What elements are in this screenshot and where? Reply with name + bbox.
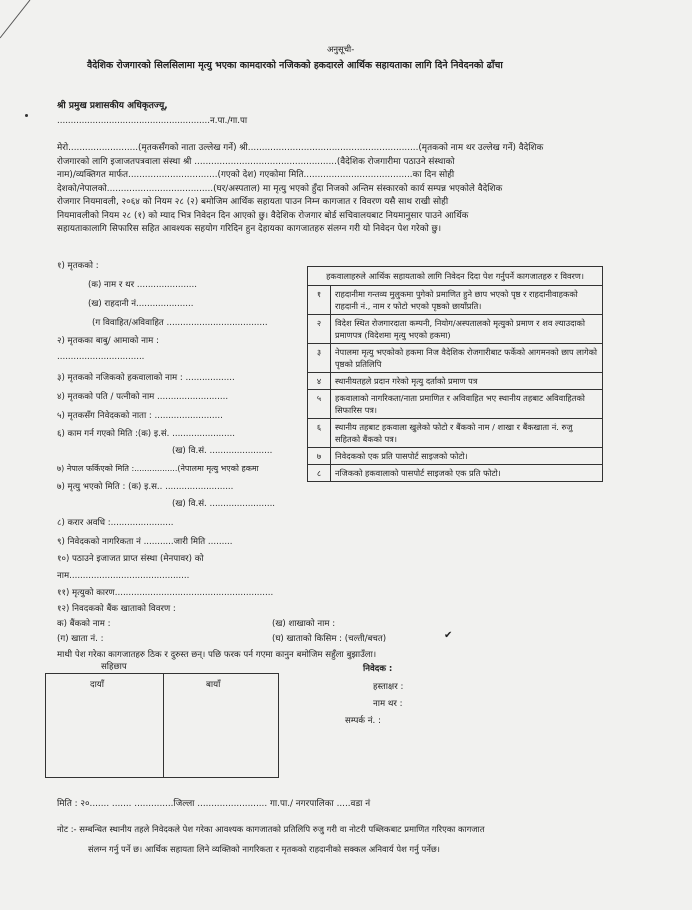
item-return-date: ७) नेपाल फर्किएको मिति :.................(नेपालमा मृत्यु भएको हकमा	[57, 464, 259, 473]
item-parents-name: २) मृतकका बाबु/ आमाको नाम :	[57, 336, 159, 346]
row-number: १	[308, 286, 331, 315]
item-contract-period: ८) करार अवधि :.......................	[57, 518, 174, 528]
row-text: राहदानीमा गन्तव्य मुलुकमा पुगेको प्रमाणित हुने छाप भएको पृष्ठ र राहदानीवाहकको राहदानी नं., नाम र फोटो भएको पृष्ठको छायाँप्रति।	[331, 286, 603, 315]
item-name: (क) नाम र थर ......................	[88, 280, 197, 290]
item-marital-status: (ग विवाहित/अविवाहित .....................................	[92, 318, 268, 328]
row-number: २	[308, 315, 331, 344]
thumbprint-box	[45, 673, 279, 778]
item-passport: (ख) राहदानी नं.....................	[88, 299, 194, 309]
bank-name: क) बैंकको नाम :	[57, 619, 111, 629]
item-relation: ५) मृतकसँग निवेदकको नाता : .........................	[57, 411, 223, 421]
item-agency-name: नाम............................................	[57, 571, 190, 581]
item-spouse-name: ४) मृतकको पति / पत्नीको नाम ..........................	[57, 392, 229, 402]
page-corner-mark	[0, 0, 40, 40]
row-number: ५	[308, 390, 331, 419]
left-thumb-label: बायाँ	[206, 680, 221, 690]
item-manpower-agency: १०) पठाउने इजाजत प्राप्त संस्था (मेनपावर) को	[57, 554, 204, 564]
row-number: ३	[308, 344, 331, 373]
table-row	[308, 286, 603, 315]
table-row	[308, 390, 603, 419]
row-text: नेपालमा मृत्यु भएकोको हकमा निज वैदेशिक रोजगारीबाट फर्केको आगमनको छाप लागेको पृष्ठको प्रतिलिपि	[331, 344, 603, 373]
body-line: रोजगारको लागि इजाजतपत्रवाला संस्था श्री ...................................................(वैदेशिक रोजगारीमा पठाउने संस्थाको	[57, 156, 455, 167]
item-death-date-ad: ७) मृत्यु भएको मिति : (क) इ.स.. .........................	[57, 482, 234, 492]
body-line: नियमावलीको नियम २८ (१) को म्याद भित्र निवेदन दिन आएको छु। वैदेशिक रोजगार बोर्ड सचिवालयबाट नियमानुसार पाउने आर्थिक	[57, 210, 469, 221]
row-text: स्थानीयतहले प्रदान गरेको मृत्यु दर्ताको प्रमाण पत्र	[331, 373, 603, 390]
row-number: ४	[308, 373, 331, 390]
body-line: मेरो.........................(मृतकसँगको नाता उल्लेख गर्ने) श्री.............................................................(मृतकको नाम थर उल्लेख गर्ने) वैदेशिक	[57, 143, 544, 153]
date-location-line: मिति : २०....... ....... ..............जिल्ला ......................... गा.पा./ नगरपालिका .....वडा नं	[57, 799, 371, 809]
body-line: सहायताकालागि सिफारिस सहित आवश्यक सहयोग गरिदिन हुन देहायका कागजातहरु संलग्न गरी यो निवेदन पेश गरेको छु।	[57, 224, 442, 234]
note-line-1: नोट :- सम्बन्धित स्थानीय तहले निवेदकले पेश गरेका आवश्यक कागजातको प्रतिलिपि रुजु गरी वा नोटरी पब्लिकबाट प्रमाणित गरिएका कागजात	[57, 824, 485, 834]
table-header: हकवालाहरुले आर्थिक सहायताको लागि निवेदन दिदा पेश गर्नुपर्ने कागजातहरु र विवरण।	[308, 267, 603, 286]
table-row	[308, 465, 603, 482]
bank-account-number: (ग) खाता नं. :	[57, 634, 104, 644]
bank-branch: (ख) शाखाको नाम :	[272, 619, 336, 629]
applicant-name: नाम थर :	[373, 699, 403, 709]
applicant-contact: सम्पर्क नं. :	[345, 716, 381, 726]
row-text: विदेश स्थित रोजगारदाता कम्पनी, नियोग/अस्पतालको मृत्युको प्रमाण र शव ल्याउदाको प्रमाणपत्र (विदेशमा मृत्यु भएको हकमा)	[331, 315, 603, 344]
item-heir-name: ३) मृतकको नजिकको हकवालाको नाम : ..................	[57, 373, 235, 383]
ink-mark: ✔	[444, 630, 453, 641]
row-text: नजिकको हकवालाको पासपोर्ट साइजको एक प्रति फोटो।	[331, 465, 603, 482]
table-row	[308, 419, 603, 448]
addressee-municipality: ........................................................न.पा./गा.पा	[57, 116, 248, 126]
body-line: रोजगार नियमावली, २०६४ को नियम २८ (२) बमोजिम आर्थिक सहायता पाउन निम्न कागजात र विवरण यसै साथ राखी सोही	[57, 197, 449, 207]
addressee-title: श्री प्रमुख प्रशासकीय अधिकृतज्यू,	[57, 101, 168, 111]
table-row	[308, 448, 603, 465]
item-departure-date-bs: (ख) वि.सं. .......................	[172, 446, 273, 456]
right-thumb-label: दायाँ	[90, 680, 104, 690]
thumbprint-caption: सहिछाप	[101, 662, 127, 672]
body-paragraph	[57, 142, 613, 237]
row-text: हकवालाको नागरिकता/नाता प्रमाणित र अविवाहित भए स्थानीय तहबाट अविवाहितको सिफारिस पत्र।	[331, 390, 603, 419]
item-bank-details: १२) निवदकको बैंक खाताको विवरण :	[57, 604, 176, 614]
body-line: नाम)/व्यक्तिगत मार्फत................................(गएको देश) गएकोमा मिति.......................................का दिन सोही	[57, 170, 455, 180]
bank-account-type: (घ) खाताको किसिम : (चल्ती/बचत)	[272, 634, 387, 644]
item-departure-date-ad: ६) काम गर्न गएको मिति :(क) इ.सं. .......................	[57, 429, 235, 439]
row-number: ६	[308, 419, 331, 448]
declaration: माथी पेश गरेका कागजातहरु ठिक र दुरुस्त छन्। पछि फरक पर्न गएमा कानुन बमोजिम सहुँला बुझाउँला।	[57, 650, 377, 660]
schedule-label: अनुसूची-	[327, 44, 355, 54]
body-line: देशको/नेपालको......................................(घर/अस्पताल) मा मृत्यु भएको हुँदा निजको अन्तिम संस्कारको कार्य सम्पन्न भएकोले वैदेशिक	[57, 183, 503, 194]
row-number: ७	[308, 448, 331, 465]
table-header-row	[308, 267, 603, 286]
item-parents-name-blank: ................................	[57, 352, 145, 362]
applicant-title: निवेदक :	[363, 664, 393, 674]
table-row	[308, 315, 603, 344]
form-title: वैदेशिक रोजगारको सिलसिलामा मृत्यु भएका कामदारको नजिकको हकदारले आर्थिक सहायताका लागि दिने निवेदनको ढाँचा	[87, 60, 503, 71]
row-number: ८	[308, 465, 331, 482]
item-deceased: १) मृतकको :	[57, 261, 99, 271]
row-text: निवेदकको एक प्रति पासपोर्ट साइजको फोटो।	[331, 448, 603, 465]
applicant-signature: हस्ताक्षर :	[373, 682, 404, 692]
row-text: स्थानीय तहबाट हकवाला खुलेको फोटो र बैंकको नाम / शाखा र बैंकखाता नं. रुजु सहितको बैंकको पत्र।	[331, 419, 603, 448]
bullet-mark	[25, 114, 28, 117]
table-row	[308, 373, 603, 390]
note-line-2: संलग्न गर्नु पर्ने छ। आर्थिक सहायता लिने व्यक्तिको नागरिकता र मृतकको राहदानीको सक्कल अनिवार्य पेश गर्नु पर्नेछ।	[88, 844, 440, 854]
table-row	[308, 344, 603, 373]
item-death-cause: ११) मृत्युको कारण..........................................................	[57, 588, 274, 598]
item-citizenship: ९) निवेदकको नागरिकता नं ...........जारी मिति .........	[57, 537, 233, 547]
item-death-date-bs: (ख) वि.सं. ........................	[172, 499, 276, 509]
documents-table	[307, 266, 603, 482]
thumbprint-divider	[163, 674, 164, 777]
